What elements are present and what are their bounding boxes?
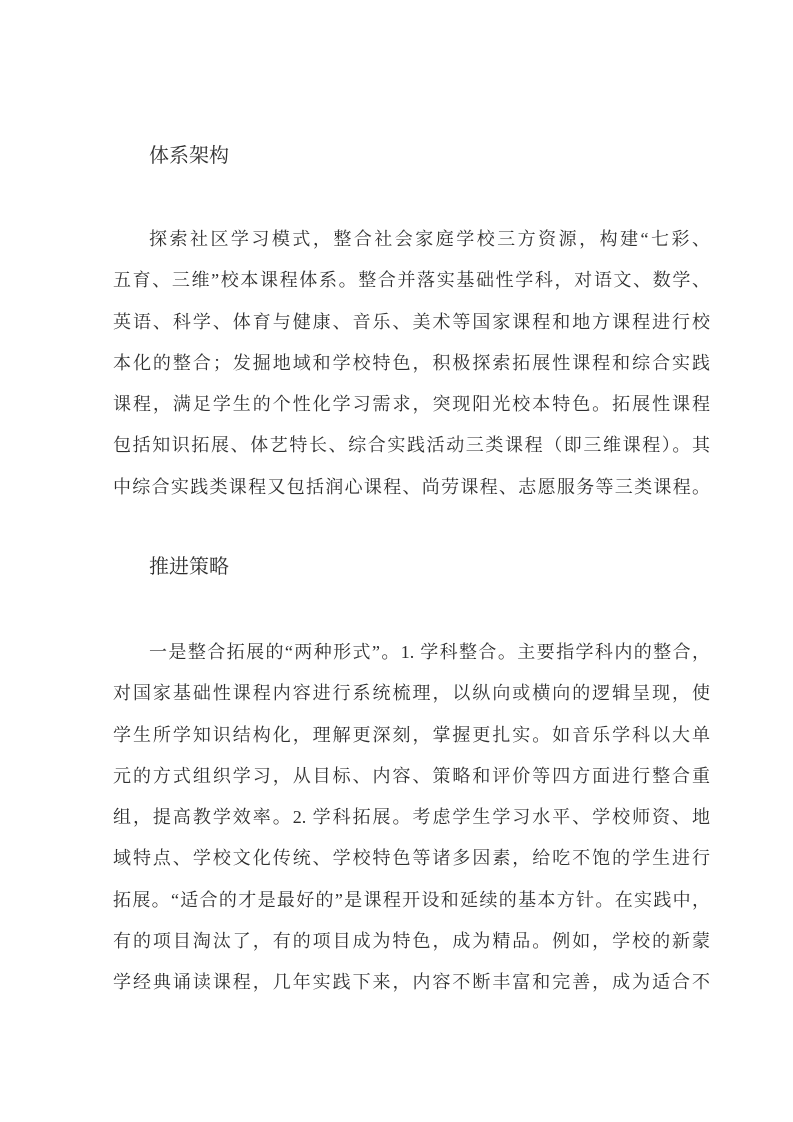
section-heading-architecture: 体系架构 xyxy=(149,145,229,167)
text-line: 中综合实践类课程又包括润心课程、尚劳课程、志愿服务等三类课程。 xyxy=(113,476,710,497)
text-line: 包括知识拓展、体艺特长、综合实践活动三类课程（即三维课程）。其 xyxy=(113,435,710,456)
section-heading-strategy: 推进策略 xyxy=(149,556,229,578)
text-line: 学经典诵读课程，几年实践下来，内容不断丰富和完善，成为适合不 xyxy=(113,972,710,993)
text-line: 有的项目淘汰了，有的项目成为特色，成为精品。例如，学校的新蒙 xyxy=(113,931,710,952)
paragraph-architecture xyxy=(113,219,710,508)
text-line: 域特点、学校文化传统、学校特色等诸多因素，给吃不饱的学生进行 xyxy=(113,848,710,869)
text-line: 组，提高教学效率。2. 学科拓展。考虑学生学习水平、学校师资、地 xyxy=(113,807,710,828)
text-line: 课程，满足学生的个性化学习需求，突现阳光校本特色。拓展性课程 xyxy=(113,394,710,415)
text-line: 学生所学知识结构化，理解更深刻，掌握更扎实。如音乐学科以大单 xyxy=(113,724,710,745)
text-line: 对国家基础性课程内容进行系统梳理，以纵向或横向的逻辑呈现，使 xyxy=(113,683,710,704)
text-line: 英语、科学、体育与健康、音乐、美术等国家课程和地方课程进行校 xyxy=(113,311,710,332)
text-line: 元的方式组织学习，从目标、内容、策略和评价等四方面进行整合重 xyxy=(113,765,710,786)
text-line: 拓展。“适合的才是最好的”是课程开设和延续的基本方针。在实践中， xyxy=(113,889,710,910)
text-line: 一是整合拓展的“两种形式”。1. 学科整合。主要指学科内的整合， xyxy=(149,642,710,662)
paragraph-strategy xyxy=(113,632,710,1004)
text-line: 本化的整合；发掘地域和学校特色，积极探索拓展性课程和综合实践 xyxy=(113,352,710,373)
text-line: 探索社区学习模式，整合社会家庭学校三方资源，构建“七彩、 xyxy=(149,229,710,249)
text-line: 五育、三维”校本课程体系。整合并落实基础性学科，对语文、数学、 xyxy=(113,270,710,291)
